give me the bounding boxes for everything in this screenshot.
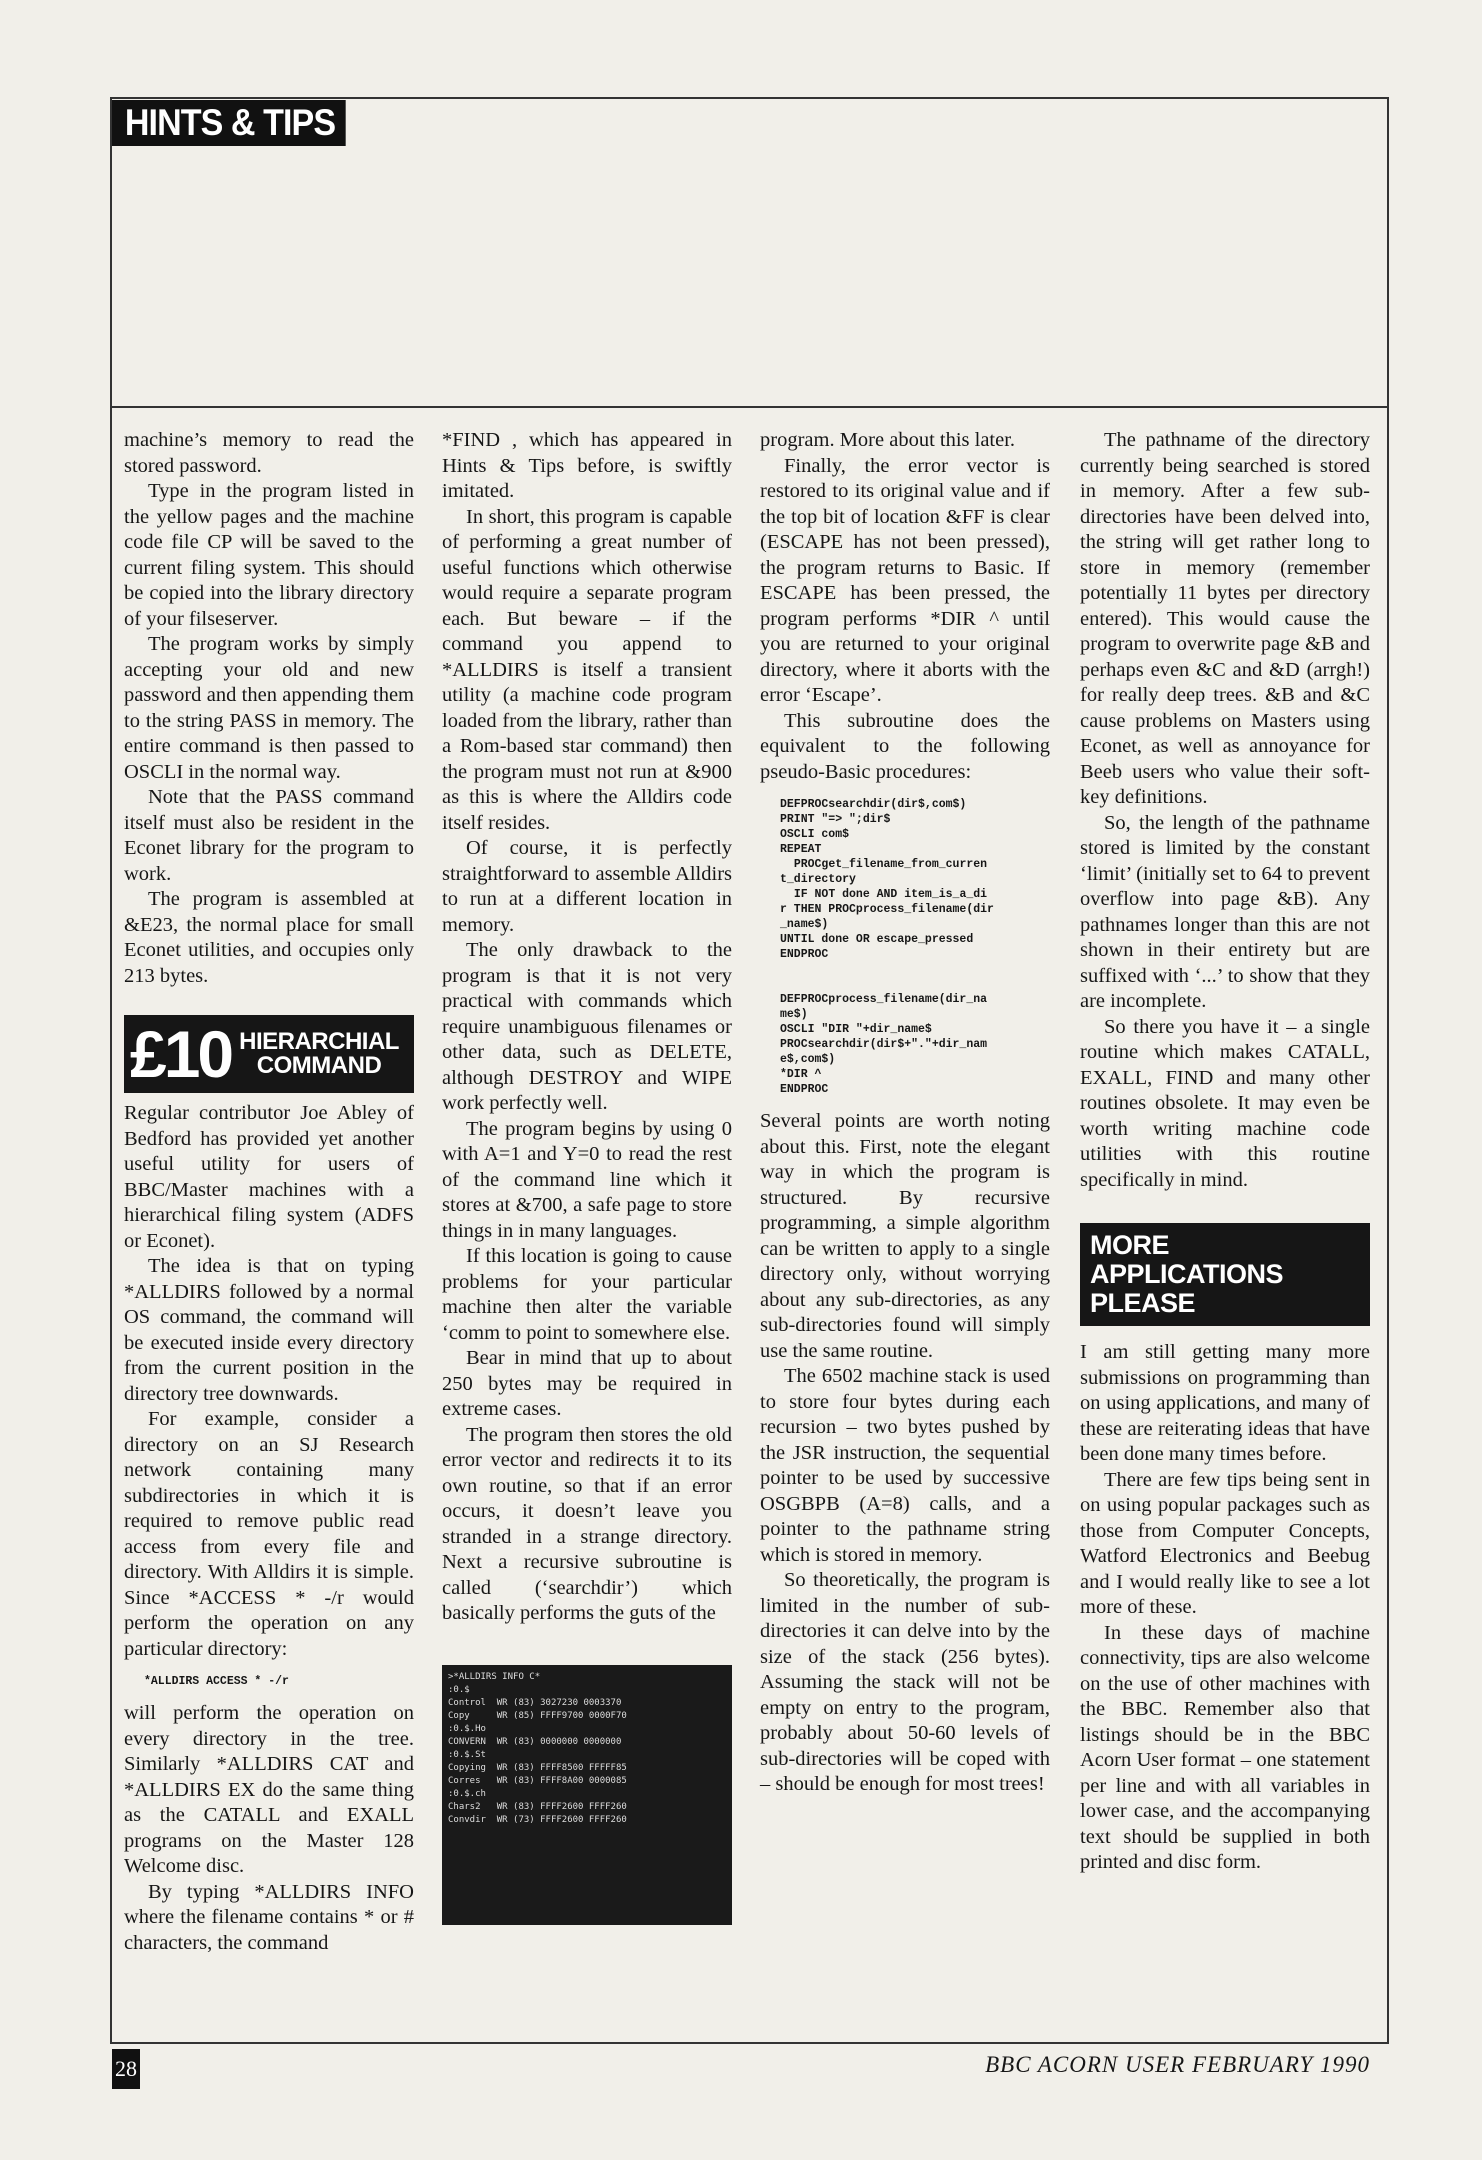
paragraph: The only drawback to the program is that it is not very practical with commands which require unambiguous filenames or other data, such as DELETE, although DESTROY and WIPE work perfectly well. <box>442 939 732 1114</box>
screen-capture <box>442 1665 732 1925</box>
paragraph: The idea is that on typing *ALLDIRS followed by a normal OS command, the command will be executed inside every directory from the current position in the directory tree downwards. <box>124 1255 414 1405</box>
paragraph: Bear in mind that up to about 250 bytes may be required in extreme cases. <box>442 1347 732 1420</box>
tip-title-line-1: HIERARCHIAL <box>239 1028 399 1055</box>
paragraph: In short, this program is capable of performing a great number of useful functions which otherwise would require a separate program each. But beware – if the command you append to *ALLDIRS is itself a transient utility (a machine code program loaded from the library, rather than a Rom-based star command) then the program must not run at &900 as this is where the Alldirs code itself resides. <box>442 505 732 834</box>
paragraph: For example, consider a directory on an SJ Research network containing many subdirectories in which it is required to remove public read access from every file and directory. With Alldirs it is simple. Since *ACCESS * -/r would perform the operation on any particular directory: <box>124 1408 414 1660</box>
paragraph: So there you have it – a single routine which makes CATALL, EXALL, FIND and many other routines obsolete. It may even be worth writing machine code utilities with this routine specifically in mind. <box>1080 1015 1370 1191</box>
section-tab: HINTS & TIPS <box>112 100 346 146</box>
paragraph: Note that the PASS command itself must also be resident in the Econet library for the program to work. <box>124 786 414 885</box>
paragraph: *FIND , which has appeared in Hints & Tips before, is swiftly imitated. <box>442 429 732 502</box>
magazine-footer: BBC ACORN USER FEBRUARY 1990 <box>985 2052 1370 2077</box>
screen-text: >*ALLDIRS INFO C* :0.$ Control WR (83) 3027230 0003370 Copy WR (85) FFFF9700 0000F70 :0.$.Ho CONVERN WR (83) 0000000 0000000 :0.$.St Copying WR (83) FFFF8500 FFFFF85 Corres WR (83) FFFF8A00 0000085 :0.$.ch Chars2 WR (83) FFFF2600 FFFF260 Convdir WR (73) FFFF2600 FFFF260 <box>448 1671 627 1825</box>
column-1 <box>124 428 414 1956</box>
column-3 <box>760 428 1050 1798</box>
paragraph: I am still getting many more submissions on programming than on using applications, and many of these are reiterating ideas that have been done many times before. <box>1080 1341 1370 1465</box>
paragraph: Regular contributor Joe Abley of Bedford has provided yet another useful utility for users of BBC/Master machines with a hierarchical filing system (ADFS or Econet). <box>124 1102 414 1252</box>
paragraph: The program begins by using 0 with A=1 and Y=0 to read the rest of the command line which it stores at &700, a safe page to store things in in many languages. <box>442 1117 732 1242</box>
paragraph: The program is assembled at &E23, the normal place for small Econet utilities, and occupies only 213 bytes. <box>124 888 414 987</box>
column-2 <box>442 428 732 1925</box>
paragraph: Type in the program listed in the yellow pages and the machine code file CP will be saved to the current filing system. This should be copied into the library directory of your filseserver. <box>124 480 414 630</box>
tip-title <box>239 1030 399 1078</box>
header-divider <box>110 406 1389 408</box>
tip-title-line-2: COMMAND <box>256 1052 382 1079</box>
paragraph: The program works by simply accepting your old and new password and then appending them to the string PASS in memory. The entire command is then passed to OSCLI in the normal way. <box>124 633 414 783</box>
paragraph: The 6502 machine stack is used to store four bytes during each recursion – two bytes pushed by the JSR instruction, the sequential pointer to be used by successive OSGBPB (A=8) calls, and a pointer to the pathname string which is stored in memory. <box>760 1365 1050 1566</box>
paragraph: This subroutine does the equivalent to the following pseudo-Basic procedures: <box>760 709 1050 783</box>
page-number: 28 <box>112 2049 140 2089</box>
paragraph: Several points are worth noting about this. First, note the elegant way in which the program is structured. By recursive programming, a simple algorithm can be written to apply to a single directory only, without worrying about any sub-directories, as any sub-directories found will simply use the same routine. <box>760 1110 1050 1362</box>
paragraph: The pathname of the directory currently being searched is stored in memory. After a few sub-directories have been delved into, the string will get rather long to store in memory (remember potentially 11 bytes per directory entered). This would cause the program to overwrite page &B and perhaps even &C and &D (arrgh!) for really deep trees. &B and &C cause problems on Masters using Econet, as well as annoyance for Beeb users who value their soft-key definitions. <box>1080 429 1370 808</box>
tip-price: £10 <box>130 1017 232 1091</box>
paragraph: So, the length of the pathname stored is limited by the constant ‘limit’ (initially set to 64 to prevent overflow into page &B). Any pathnames longer than this are not shown in their entirety but are suffixed with ‘...’ to show that they are incomplete. <box>1080 811 1370 1012</box>
paragraph: The program then stores the old error vector and redirects it to its own routine, so that if an error occurs, it doesn’t leave you stranded in a strange directory. Next a recursive subroutine is called (‘searchdir’) which basically performs the guts of the <box>442 1423 732 1624</box>
paragraph: If this location is going to cause problems for your particular machine then alter the variable ‘comm to point to somewhere else. <box>442 1245 732 1344</box>
code-listing: *ALLDIRS ACCESS * -/r <box>144 1675 289 1688</box>
paragraph: Finally, the error vector is restored to its original value and if the top bit of location &FF is clear (ESCAPE has not been pressed), the program returns to Basic. If ESCAPE has been pressed, the program performs *DIR ^ until you are returned to your original directory, where it aborts with the error ‘Escape’. <box>760 454 1050 706</box>
paragraph: So theoretically, the program is limited in the number of sub-directories it can delve into by the size of the stack (256 bytes). Assuming the stack will not be empty on entry to the program, probably about 50-60 levels of sub-directories will be coped with – should be enough for most trees! <box>760 1569 1050 1795</box>
paragraph: In these days of machine connectivity, tips are also welcome on the use of other machines with the BBC. Remember also that listings should be in the BBC Acorn User format – one statement per line and with all variables in lower case, and the accompanying text should be supplied in both printed and disc form. <box>1080 1621 1370 1873</box>
paragraph: By typing *ALLDIRS INFO where the filename contains * or # characters, the command <box>124 1880 414 1954</box>
paragraph: program. More about this later. <box>760 429 1016 451</box>
code-listing: DEFPROCprocess_filename(dir_na me$) OSCLI "DIR "+dir_name$ PROCsearchdir(dir$+"."+dir_nam e$,com$) *DIR ^ ENDPROC <box>780 993 988 1096</box>
paragraph: Of course, it is perfectly straightforward to assemble Alldirs to run at a different location in memory. <box>442 837 732 936</box>
paragraph: machine’s memory to read the stored password. <box>124 429 414 477</box>
tip-heading-hierarchial <box>124 1015 414 1093</box>
code-listing: DEFPROCsearchdir(dir$,com$) PRINT "=> ";dir$ OSCLI com$ REPEAT PROCget_filename_from_curren t_directory IF NOT done AND item_is_a_di r THEN PROCprocess_filename(dir _name$) UNTIL done OR escape_pressed ENDPROC <box>780 798 994 961</box>
column-4 <box>1080 428 1370 1876</box>
tip-heading-more-applications: MORE APPLICATIONS PLEASE <box>1080 1223 1370 1326</box>
paragraph: will perform the operation on every directory in the tree. Similarly *ALLDIRS CAT and *ALLDIRS EX do the same thing as the CATALL and EXALL programs on the Master 128 Welcome disc. <box>124 1702 414 1877</box>
paragraph: There are few tips being sent in on using popular packages such as those from Computer Concepts, Watford Electronics and Beebug and I would really like to see a lot more of these. <box>1080 1468 1370 1618</box>
